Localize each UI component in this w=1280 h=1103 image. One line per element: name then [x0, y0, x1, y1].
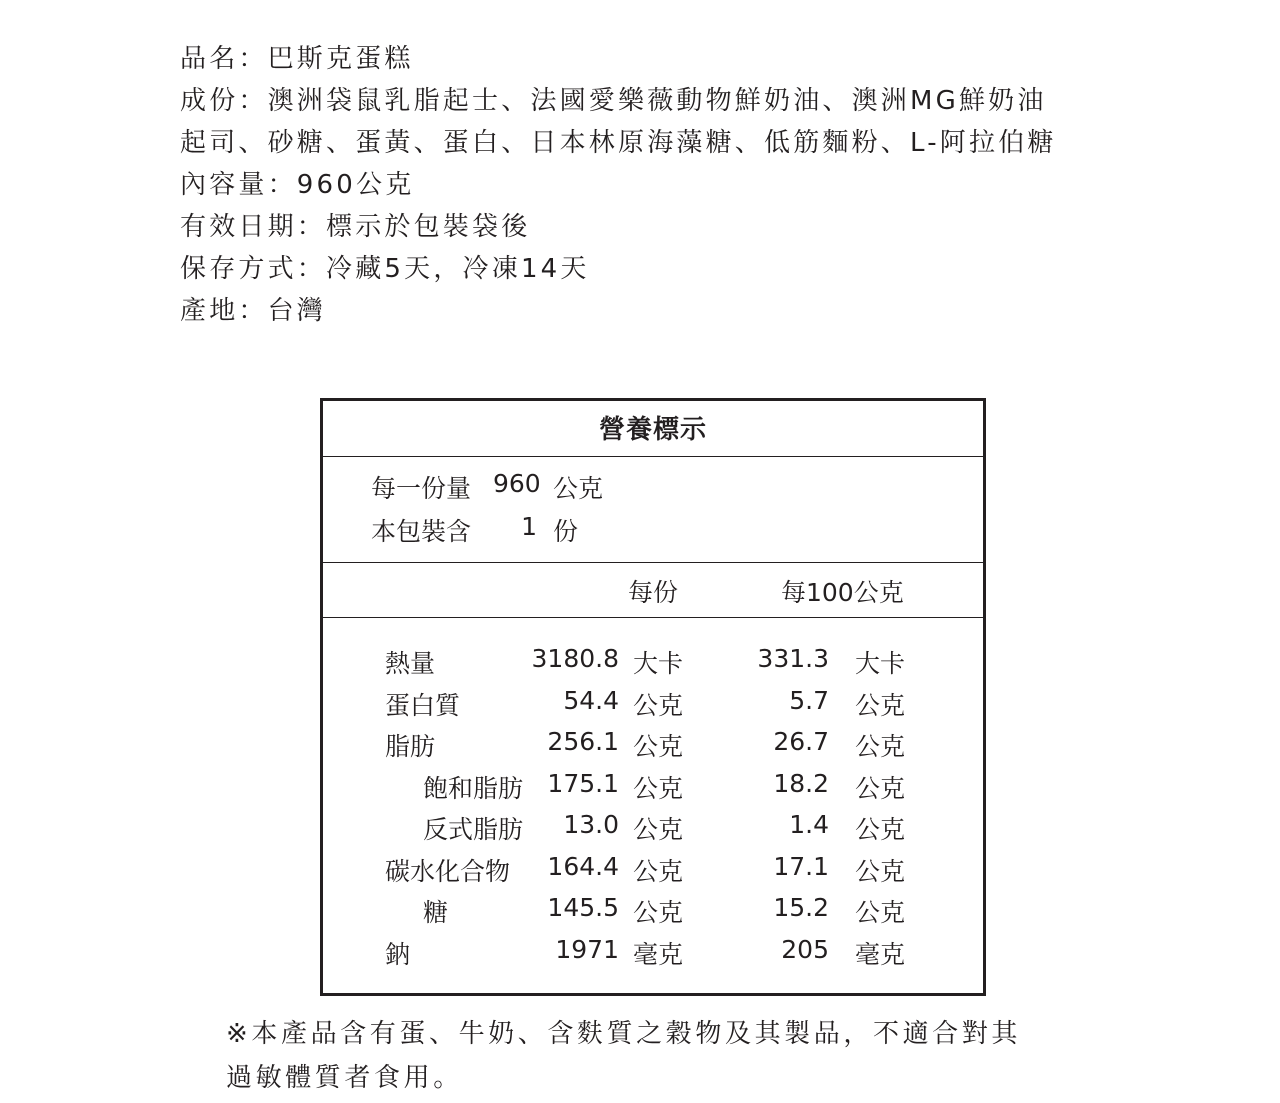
nutrient-unit-per-serving: 公克 — [633, 857, 684, 886]
divider — [323, 456, 983, 457]
storage-line: 保存方式：冷藏5天，冷凍14天 — [180, 254, 590, 284]
ingredients-line-1: 成份：澳洲袋鼠乳脂起士、法國愛樂薇動物鮮奶油、澳洲MG鮮奶油 — [180, 86, 1047, 116]
nutrient-unit-per-100g: 公克 — [855, 857, 906, 886]
allergen-note-line-2: 過敏體質者食用。 — [226, 1063, 463, 1093]
column-header-per-100g: 每100公克 — [781, 578, 904, 607]
nutrient-value-per-serving: 256.1 — [547, 727, 619, 756]
serving-size-label: 每一份量 — [371, 474, 472, 503]
column-header-per-serving: 每份 — [628, 578, 679, 607]
nutrient-unit-per-100g: 公克 — [855, 898, 906, 927]
allergen-note-line-1: ※本產品含有蛋、牛奶、含麩質之穀物及其製品，不適合對其 — [226, 1019, 1021, 1049]
nutrient-value-per-serving: 54.4 — [563, 686, 619, 715]
servings-value: 1 — [521, 512, 537, 541]
origin-line: 產地：台灣 — [180, 296, 327, 326]
nutrient-unit-per-100g: 公克 — [855, 691, 906, 720]
nutrient-unit-per-100g: 公克 — [855, 732, 906, 761]
nutrient-value-per-100g: 26.7 — [773, 727, 829, 756]
nutrient-value-per-100g: 15.2 — [773, 893, 829, 922]
nutrient-value-per-100g: 17.1 — [773, 852, 829, 881]
nutrient-value-per-serving: 145.5 — [547, 893, 619, 922]
nutrient-name-trans-fat: 反式脂肪 — [423, 815, 524, 844]
allergen-note — [226, 1012, 1126, 1100]
product-info — [180, 38, 1180, 332]
nutrient-name-sugar: 糖 — [423, 898, 449, 927]
nutrient-value-per-100g: 205 — [781, 935, 829, 964]
nutrient-unit-per-100g: 公克 — [855, 815, 906, 844]
nutrient-unit-per-100g: 毫克 — [855, 940, 906, 969]
nutrient-name-saturated-fat: 飽和脂肪 — [423, 774, 524, 803]
nutrient-value-per-serving: 3180.8 — [531, 644, 619, 673]
nutrient-name-protein: 蛋白質 — [385, 691, 461, 720]
nutrient-unit-per-serving: 公克 — [633, 774, 684, 803]
nutrient-value-per-100g: 331.3 — [757, 644, 829, 673]
nutrient-name-sodium: 鈉 — [385, 940, 411, 969]
nutrient-unit-per-serving: 公克 — [633, 691, 684, 720]
nutrient-name-carbohydrate: 碳水化合物 — [385, 857, 511, 886]
nutrient-value-per-serving: 175.1 — [547, 769, 619, 798]
nutrient-unit-per-serving: 公克 — [633, 898, 684, 927]
nutrient-value-per-serving: 13.0 — [563, 810, 619, 839]
nutrient-unit-per-serving: 大卡 — [633, 649, 684, 678]
ingredients-line-2: 起司、砂糖、蛋黃、蛋白、日本林原海藻糖、低筋麵粉、L-阿拉伯糖 — [180, 128, 1057, 158]
nutrient-unit-per-serving: 公克 — [633, 815, 684, 844]
nutrient-value-per-serving: 1971 — [555, 935, 619, 964]
product-name-line: 品名：巴斯克蛋糕 — [180, 44, 414, 74]
nutrient-value-per-100g: 1.4 — [789, 810, 829, 839]
nutrient-name-fat: 脂肪 — [385, 732, 436, 761]
nutrient-value-per-100g: 18.2 — [773, 769, 829, 798]
nutrient-unit-per-serving: 毫克 — [633, 940, 684, 969]
nutrient-value-per-100g: 5.7 — [789, 686, 829, 715]
servings-label: 本包裝含 — [371, 517, 472, 546]
serving-size-unit: 公克 — [553, 474, 604, 503]
nutrition-title: 營養標示 — [598, 415, 707, 445]
nutrient-unit-per-100g: 大卡 — [855, 649, 906, 678]
nutrient-value-per-serving: 164.4 — [547, 852, 619, 881]
net-content-line: 內容量：960公克 — [180, 170, 415, 200]
nutrient-name-calories: 熱量 — [385, 649, 436, 678]
divider — [323, 617, 983, 618]
nutrient-unit-per-100g: 公克 — [855, 774, 906, 803]
servings-unit: 份 — [553, 517, 579, 546]
nutrition-label — [320, 398, 986, 996]
serving-size-value: 960 — [493, 469, 541, 498]
divider — [323, 562, 983, 563]
nutrient-unit-per-serving: 公克 — [633, 732, 684, 761]
expiry-line: 有效日期：標示於包裝袋後 — [180, 212, 531, 242]
